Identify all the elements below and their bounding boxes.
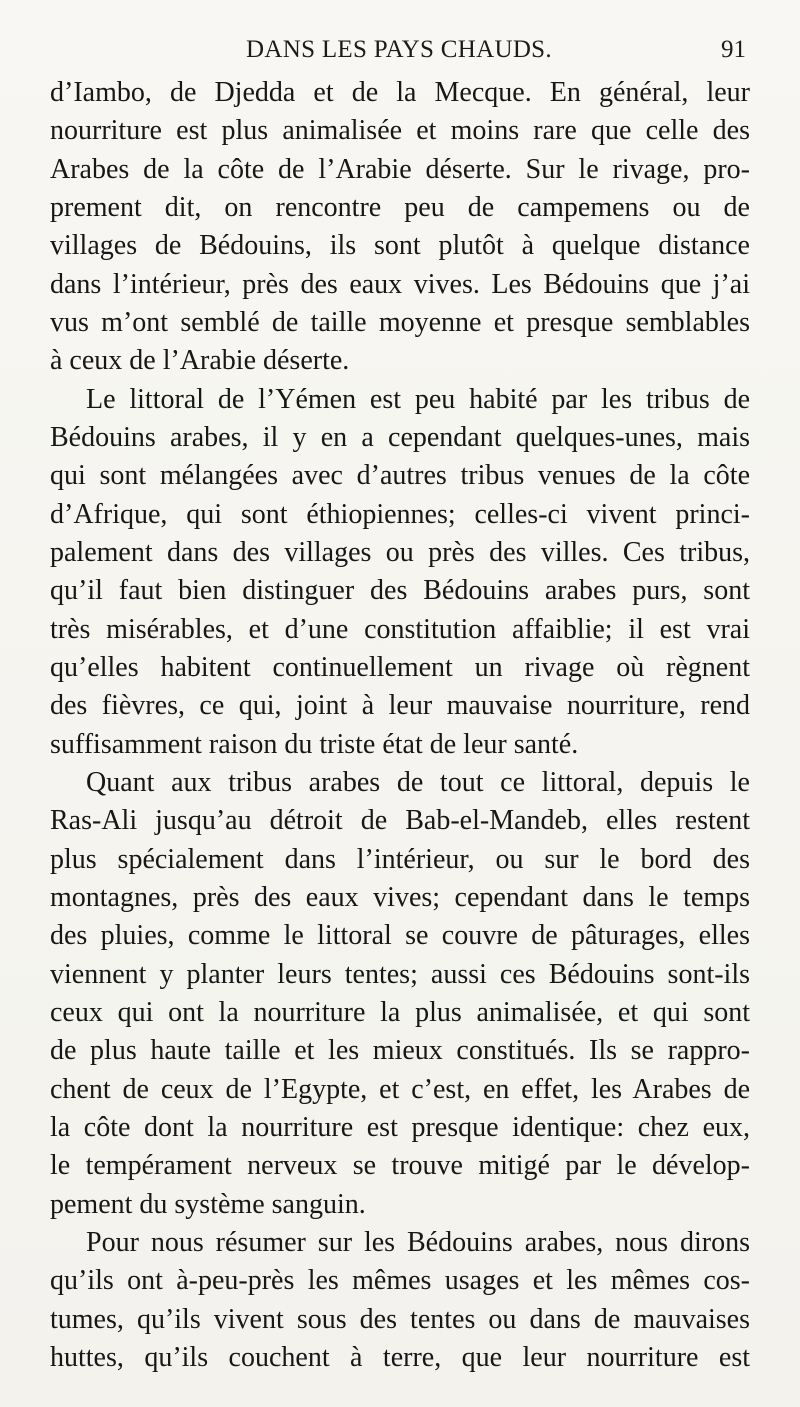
text-line: qu’elles habitent continuellement un rivage où règnent — [50, 651, 750, 683]
text-line: Bédouins arabes, il y en a cependant quelques-unes, mais — [50, 421, 750, 453]
text-line: le tempérament nerveux se trouve mitigé par le dévelop- — [50, 1150, 750, 1182]
text-line: d’Iambo, de Djedda et de la Mecque. En général, leur — [50, 77, 750, 108]
text-line: d’Afrique, qui sont éthiopiennes; celles-ci vivent princi- — [50, 498, 750, 530]
text-line: qui sont mélangées avec d’autres tribus venues de la côte — [50, 460, 750, 492]
text-line: Ras-Ali jusqu’au détroit de Bab-el-Mandeb, elles restent — [50, 805, 750, 837]
text-line: dans l’intérieur, près des eaux vives. Les Bédouins que j’ai — [50, 268, 750, 300]
text-line: ceux qui ont la nourriture la plus animalisée, et qui sont — [50, 996, 750, 1028]
text-line: à ceux de l’Arabie déserte. — [50, 345, 350, 377]
page-number: 91 — [721, 36, 746, 63]
text-line: Arabes de la côte de l’Arabie déserte. Sur le rivage, pro- — [50, 153, 750, 185]
text-line: qu’ils ont à-peu-près les mêmes usages et les mêmes cos- — [50, 1265, 750, 1297]
text-line: huttes, qu’ils couchent à terre, que leur nourriture est — [50, 1341, 750, 1373]
page-header — [0, 36, 800, 76]
running-head: DANS LES PAYS CHAUDS. — [246, 36, 552, 63]
text-line: qu’il faut bien distinguer des Bédouins arabes purs, sont — [50, 575, 750, 607]
text-line: Le littoral de l’Yémen est peu habité par les tribus de — [86, 383, 750, 415]
text-line: viennent y planter leurs tentes; aussi ces Bédouins sont-ils — [50, 958, 750, 990]
text-line: villages de Bédouins, ils sont plutôt à quelque distance — [50, 230, 750, 262]
text-line: des fièvres, ce qui, joint à leur mauvaise nourriture, rend — [50, 690, 750, 722]
text-line: montagnes, près des eaux vives; cependant dans le temps — [50, 881, 750, 913]
text-line: plus spécialement dans l’intérieur, ou sur le bord des — [50, 843, 750, 875]
text-line: des pluies, comme le littoral se couvre de pâturages, elles — [50, 920, 750, 952]
text-line: Pour nous résumer sur les Bédouins arabes, nous dirons — [86, 1226, 750, 1258]
text-line: palement dans des villages ou près des villes. Ces tribus, — [50, 536, 750, 568]
text-line: tumes, qu’ils vivent sous des tentes ou dans de mauvaises — [50, 1303, 750, 1335]
body-text — [50, 74, 750, 1377]
text-line: la côte dont la nourriture est presque identique: chez eux, — [50, 1111, 750, 1143]
text-line: de plus haute taille et les mieux constitués. Ils se rappro- — [50, 1035, 750, 1067]
text-line: chent de ceux de l’Egypte, et c’est, en effet, les Arabes de — [50, 1073, 750, 1105]
text-line: pement du système sanguin. — [50, 1188, 366, 1220]
text-line: suffisamment raison du triste état de leur santé. — [50, 728, 579, 760]
text-line: très misérables, et d’une constitution affaiblie; il est vrai — [50, 613, 750, 645]
text-line: Quant aux tribus arabes de tout ce littoral, depuis le — [86, 766, 750, 798]
text-line: nourriture est plus animalisée et moins rare que celle des — [50, 115, 750, 147]
text-line: vus m’ont semblé de taille moyenne et presque semblables — [50, 306, 750, 338]
text-line: prement dit, on rencontre peu de campemens ou de — [50, 191, 750, 223]
